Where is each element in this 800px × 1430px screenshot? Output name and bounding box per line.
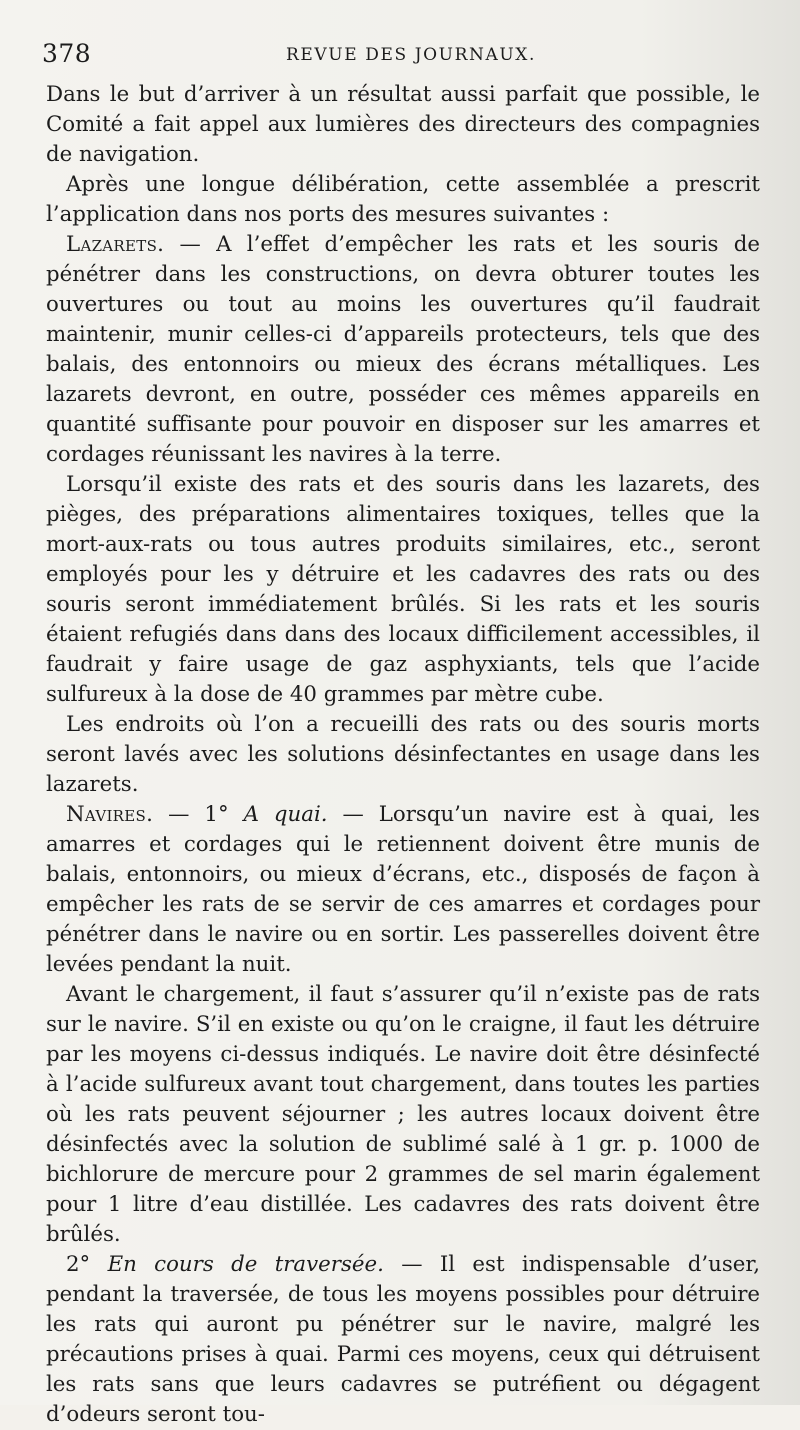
paragraph-lead: 2° (66, 1252, 108, 1277)
paragraph-text: — Il est indispensable d’user, pendant la traversée, de tous les moyens possibles pour détruire les rats qui auront pu pénétrer sur le navire, malgré les précautions prises à quai. Parmi ces moyens, ceux qui détruisent les rats sans que leurs cadavres se putréfient ou dégagent d’odeurs seront tou- (46, 1252, 761, 1427)
section-heading-lazarets: Lazarets. (66, 232, 165, 257)
body-text (46, 80, 760, 1430)
paragraph-text: Avant le chargement, il faut s’assurer qu’il n’existe pas de rats sur le navire. S’il en existe ou qu’on le craigne, il faut les détruire par les moyens ci-dessus indiqués. Le navire doit être désinfecté à l’acide sulfureux avant tout chargement, dans toutes les parties où les rats peuvent séjourner ; les autres locaux doivent être désinfectés avec la solution de sublimé salé à 1 gr. p. 1000 de bichlorure de mercure pour 2 grammes de sel marin également pour 1 litre d’eau distillée. Les cadavres des rats doivent être brûlés. (46, 982, 760, 1247)
paragraph-traversee (46, 1250, 760, 1430)
paragraph-lazarets (46, 230, 760, 470)
paragraph-text: Dans le but d’arriver à un résultat aussi parfait que possible, le Comité a fait appel aux lumières des directeurs des compagnies de navigation. (46, 82, 760, 167)
paragraph-text: — A l’effet d’empêcher les rats et les souris de pénétrer dans les constructions, on devra obturer toutes les ouvertures ou tout au moins les ouvertures qu’il faudrait maintenir, munir celles-ci d’appareils protecteurs, tels que des balais, des entonnoirs ou mieux des écrans métalliques. Les lazarets devront, en outre, posséder ces mêmes appareils en quantité suffisante pour pouvoir en disposer sur les amarres et cordages réunissant les navires à la terre. (46, 232, 760, 467)
paragraph-chargement (46, 980, 760, 1250)
running-title: REVUE DES JOURNAUX. (286, 45, 536, 65)
paragraph-navires (46, 800, 760, 980)
subheading-en-cours-de-traversee: En cours de traversée. (107, 1252, 384, 1277)
page-header (42, 38, 762, 72)
paragraph-text: — Lorsqu’un navire est à quai, les amarres et cordages qui le retiennent doivent être munis de balais, entonnoirs, ou mieux d’écrans, etc., disposés de façon à empêcher les rats de se servir de ces amarres et cordages pour pénétrer dans le navire ou en sortir. Les passerelles doivent être levées pendant la nuit. (46, 802, 760, 977)
paragraph-destruction (46, 470, 760, 710)
paragraph-deliberation (46, 170, 760, 230)
paragraph-lead: — 1° (168, 802, 244, 827)
paragraph-text: Lorsqu’il existe des rats et des souris dans les lazarets, des pièges, des préparations alimentaires toxiques, telles que la mort-aux-rats ou tous autres produits similaires, etc., seront employés pour les y détruire et les cadavres des rats ou des souris seront immédiatement brûlés. Si les rats et les souris étaient refugiés dans dans des locaux difficilement accessibles, il faudrait y faire usage de gaz asphyxiants, tels que l’acide sulfureux à la dose de 40 grammes par mètre cube. (46, 472, 760, 707)
paragraph-text: Les endroits où l’on a recueilli des rats ou des souris morts seront lavés avec les solutions désinfectantes en usage dans les lazarets. (46, 712, 760, 797)
paragraph-intro (46, 80, 760, 170)
page-number: 378 (42, 39, 92, 68)
paragraph-text: Après une longue délibération, cette assemblée a prescrit l’application dans nos ports des mesures suivantes : (46, 172, 760, 227)
paragraph-lavage (46, 710, 760, 800)
subheading-a-quai: A quai. (243, 802, 328, 827)
section-heading-navires: Navires. (66, 802, 154, 827)
